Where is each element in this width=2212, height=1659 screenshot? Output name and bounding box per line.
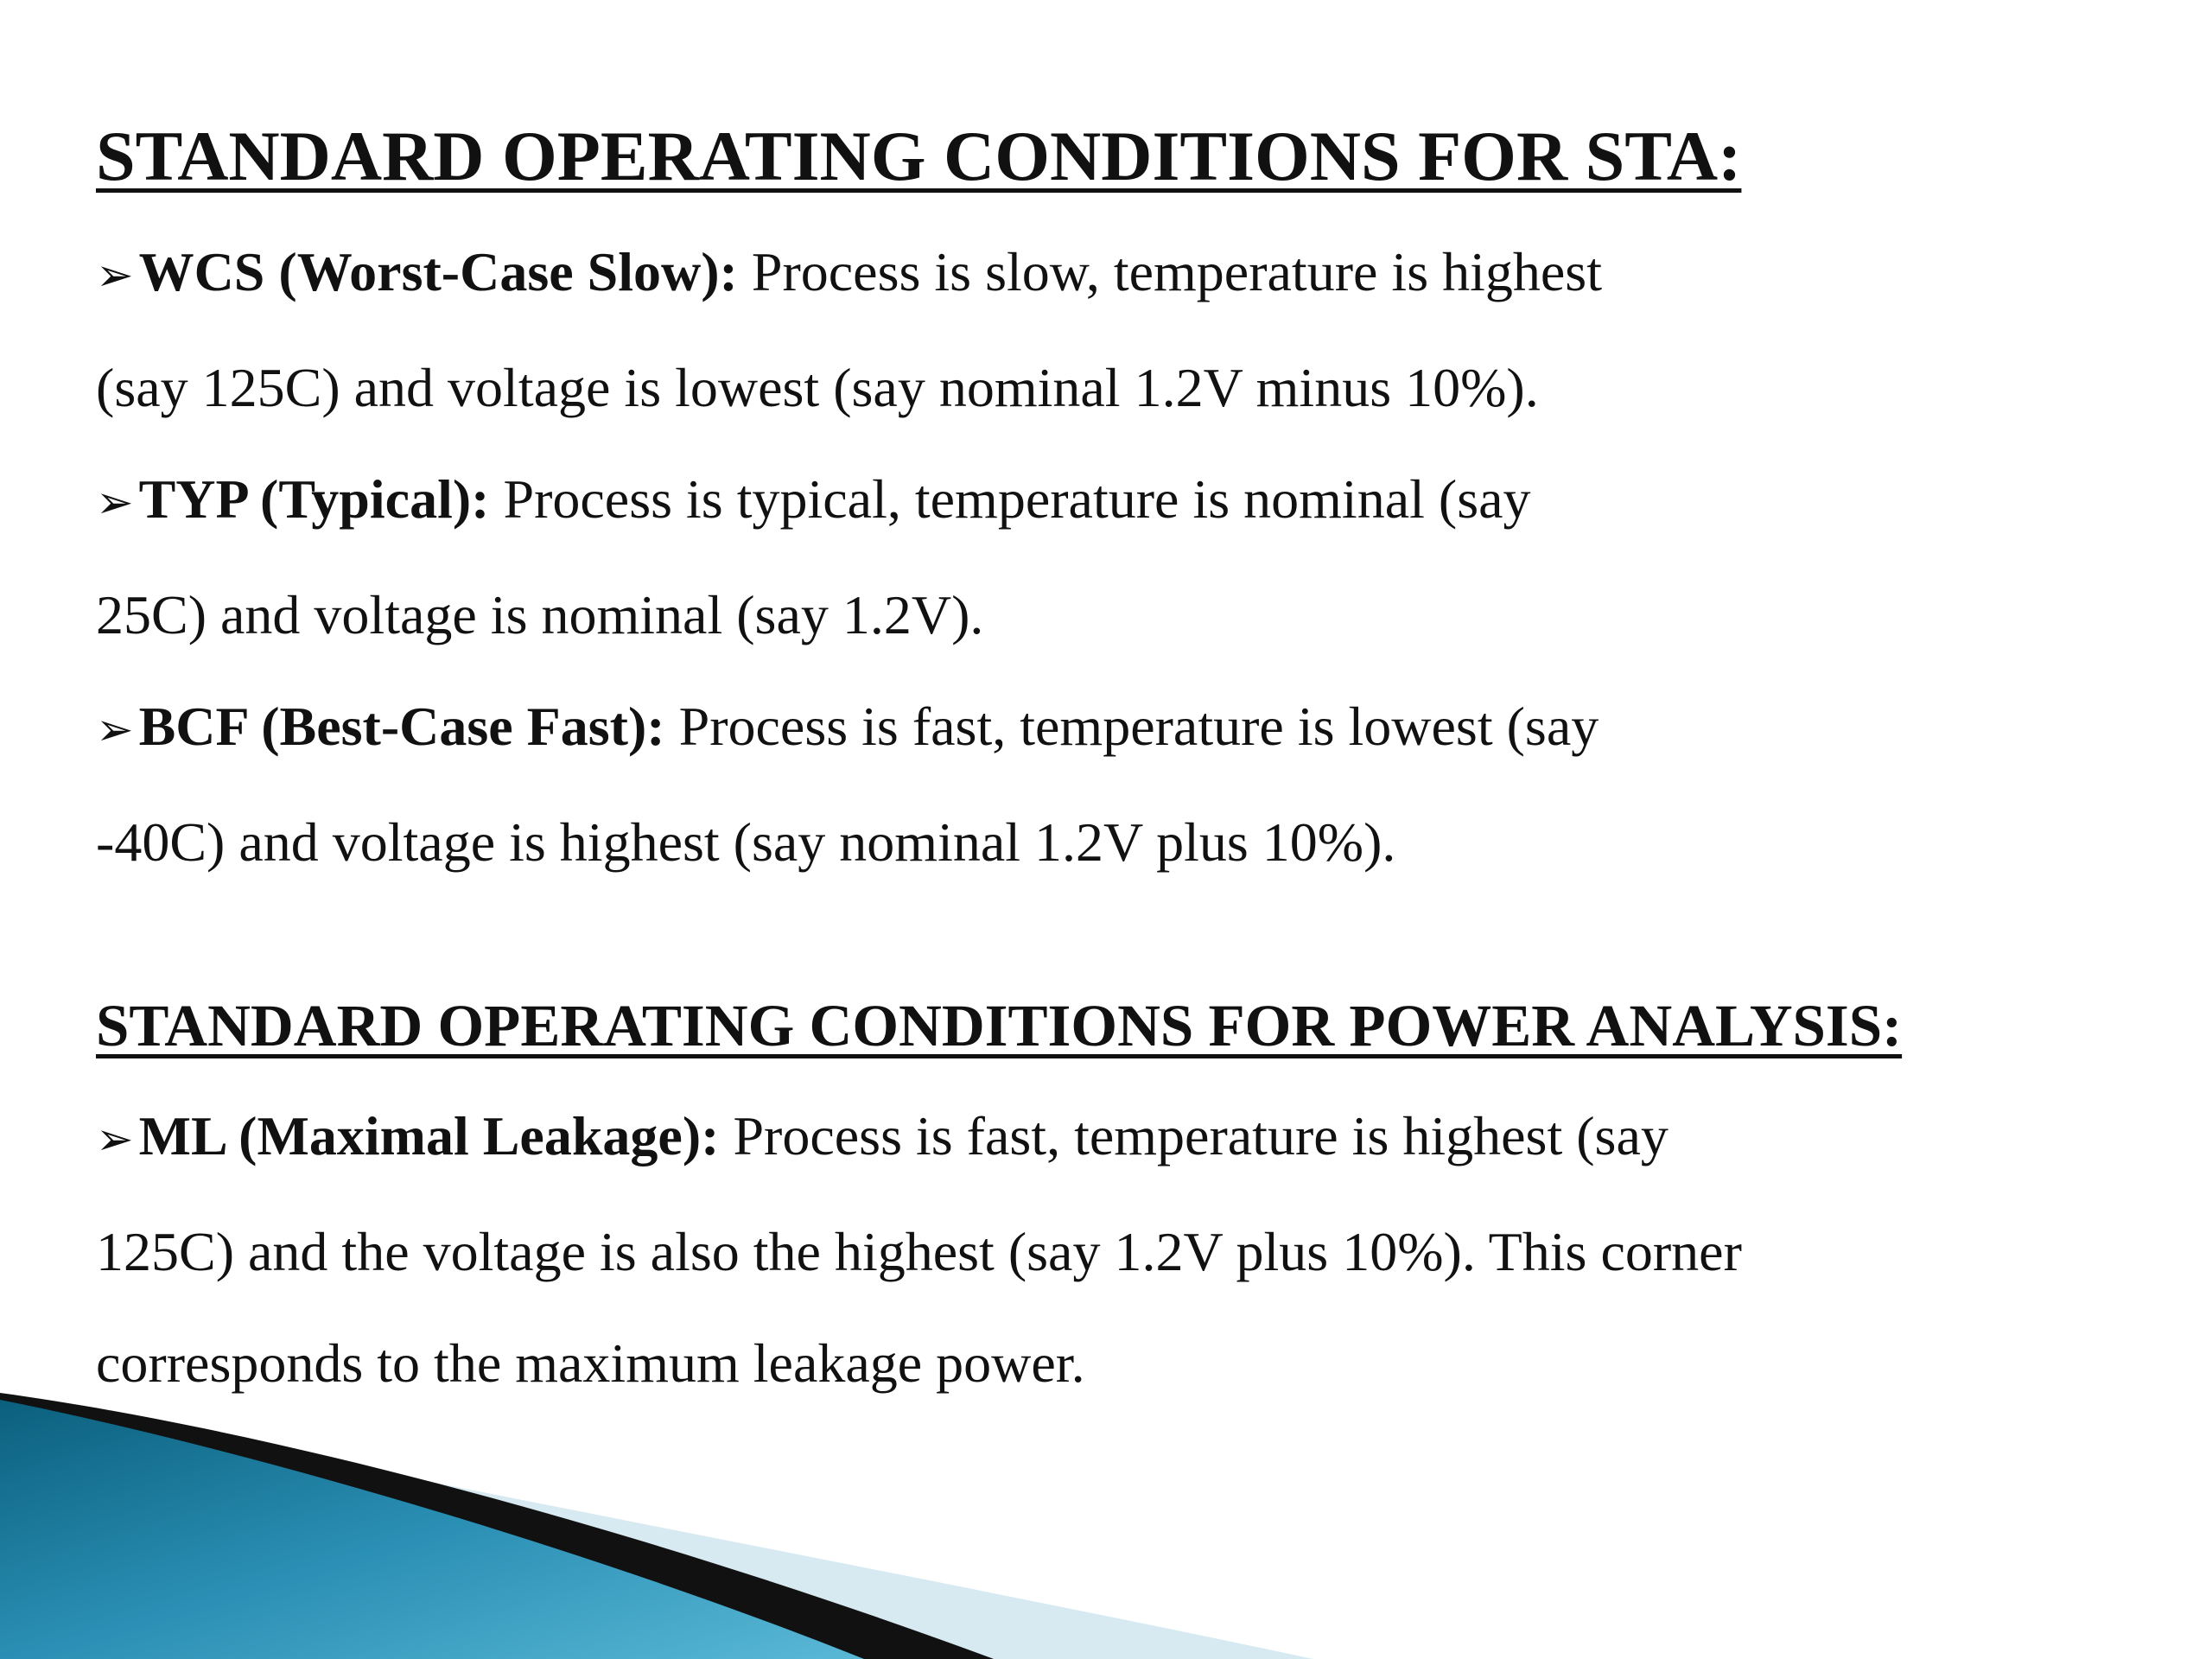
list-item-typ xyxy=(96,443,2135,671)
arrow-bullet-icon: ➢ xyxy=(96,479,134,528)
bcf-text-line2: -40C) and voltage is highest (say nominal 1.2V plus 10%). xyxy=(96,811,1396,873)
term-wcs: WCS (Worst-Case Slow): xyxy=(138,241,738,302)
list-item-ml xyxy=(96,1080,2135,1419)
bcf-text-line1: Process is fast, temperature is lowest (say xyxy=(678,696,1599,757)
list-item-bcf xyxy=(96,671,2135,898)
term-ml: ML (Maximal Leakage): xyxy=(138,1105,720,1166)
ml-text-line1: Process is fast, temperature is highest (say xyxy=(733,1105,1669,1166)
ml-text-line3: corresponds to the maximum leakage power. xyxy=(96,1332,1085,1394)
typ-text-line1: Process is typical, temperature is nominal (say xyxy=(503,468,1531,530)
arrow-bullet-icon: ➢ xyxy=(96,251,134,301)
wcs-text-line1: Process is slow, temperature is highest xyxy=(751,241,1602,302)
term-bcf: BCF (Best-Case Fast): xyxy=(138,696,665,757)
slide-content xyxy=(96,117,2135,1419)
ml-text-line2: 125C) and the voltage is also the highest (say 1.2V plus 10%). This corner xyxy=(96,1221,1742,1282)
list-item-wcs xyxy=(96,216,2135,443)
wcs-text-line2: (say 125C) and voltage is lowest (say nominal 1.2V minus 10%). xyxy=(96,357,1539,418)
term-typ: TYP (Typical): xyxy=(138,468,490,530)
sta-heading: STANDARD OPERATING CONDITIONS FOR STA: xyxy=(96,117,1742,195)
swoosh-teal xyxy=(0,1400,864,1659)
power-heading: STANDARD OPERATING CONDITIONS FOR POWER ANALYSIS: xyxy=(96,993,1903,1058)
arrow-bullet-icon: ➢ xyxy=(96,706,134,755)
typ-text-line2: 25C) and voltage is nominal (say 1.2V). xyxy=(96,584,984,645)
arrow-bullet-icon: ➢ xyxy=(96,1116,134,1165)
